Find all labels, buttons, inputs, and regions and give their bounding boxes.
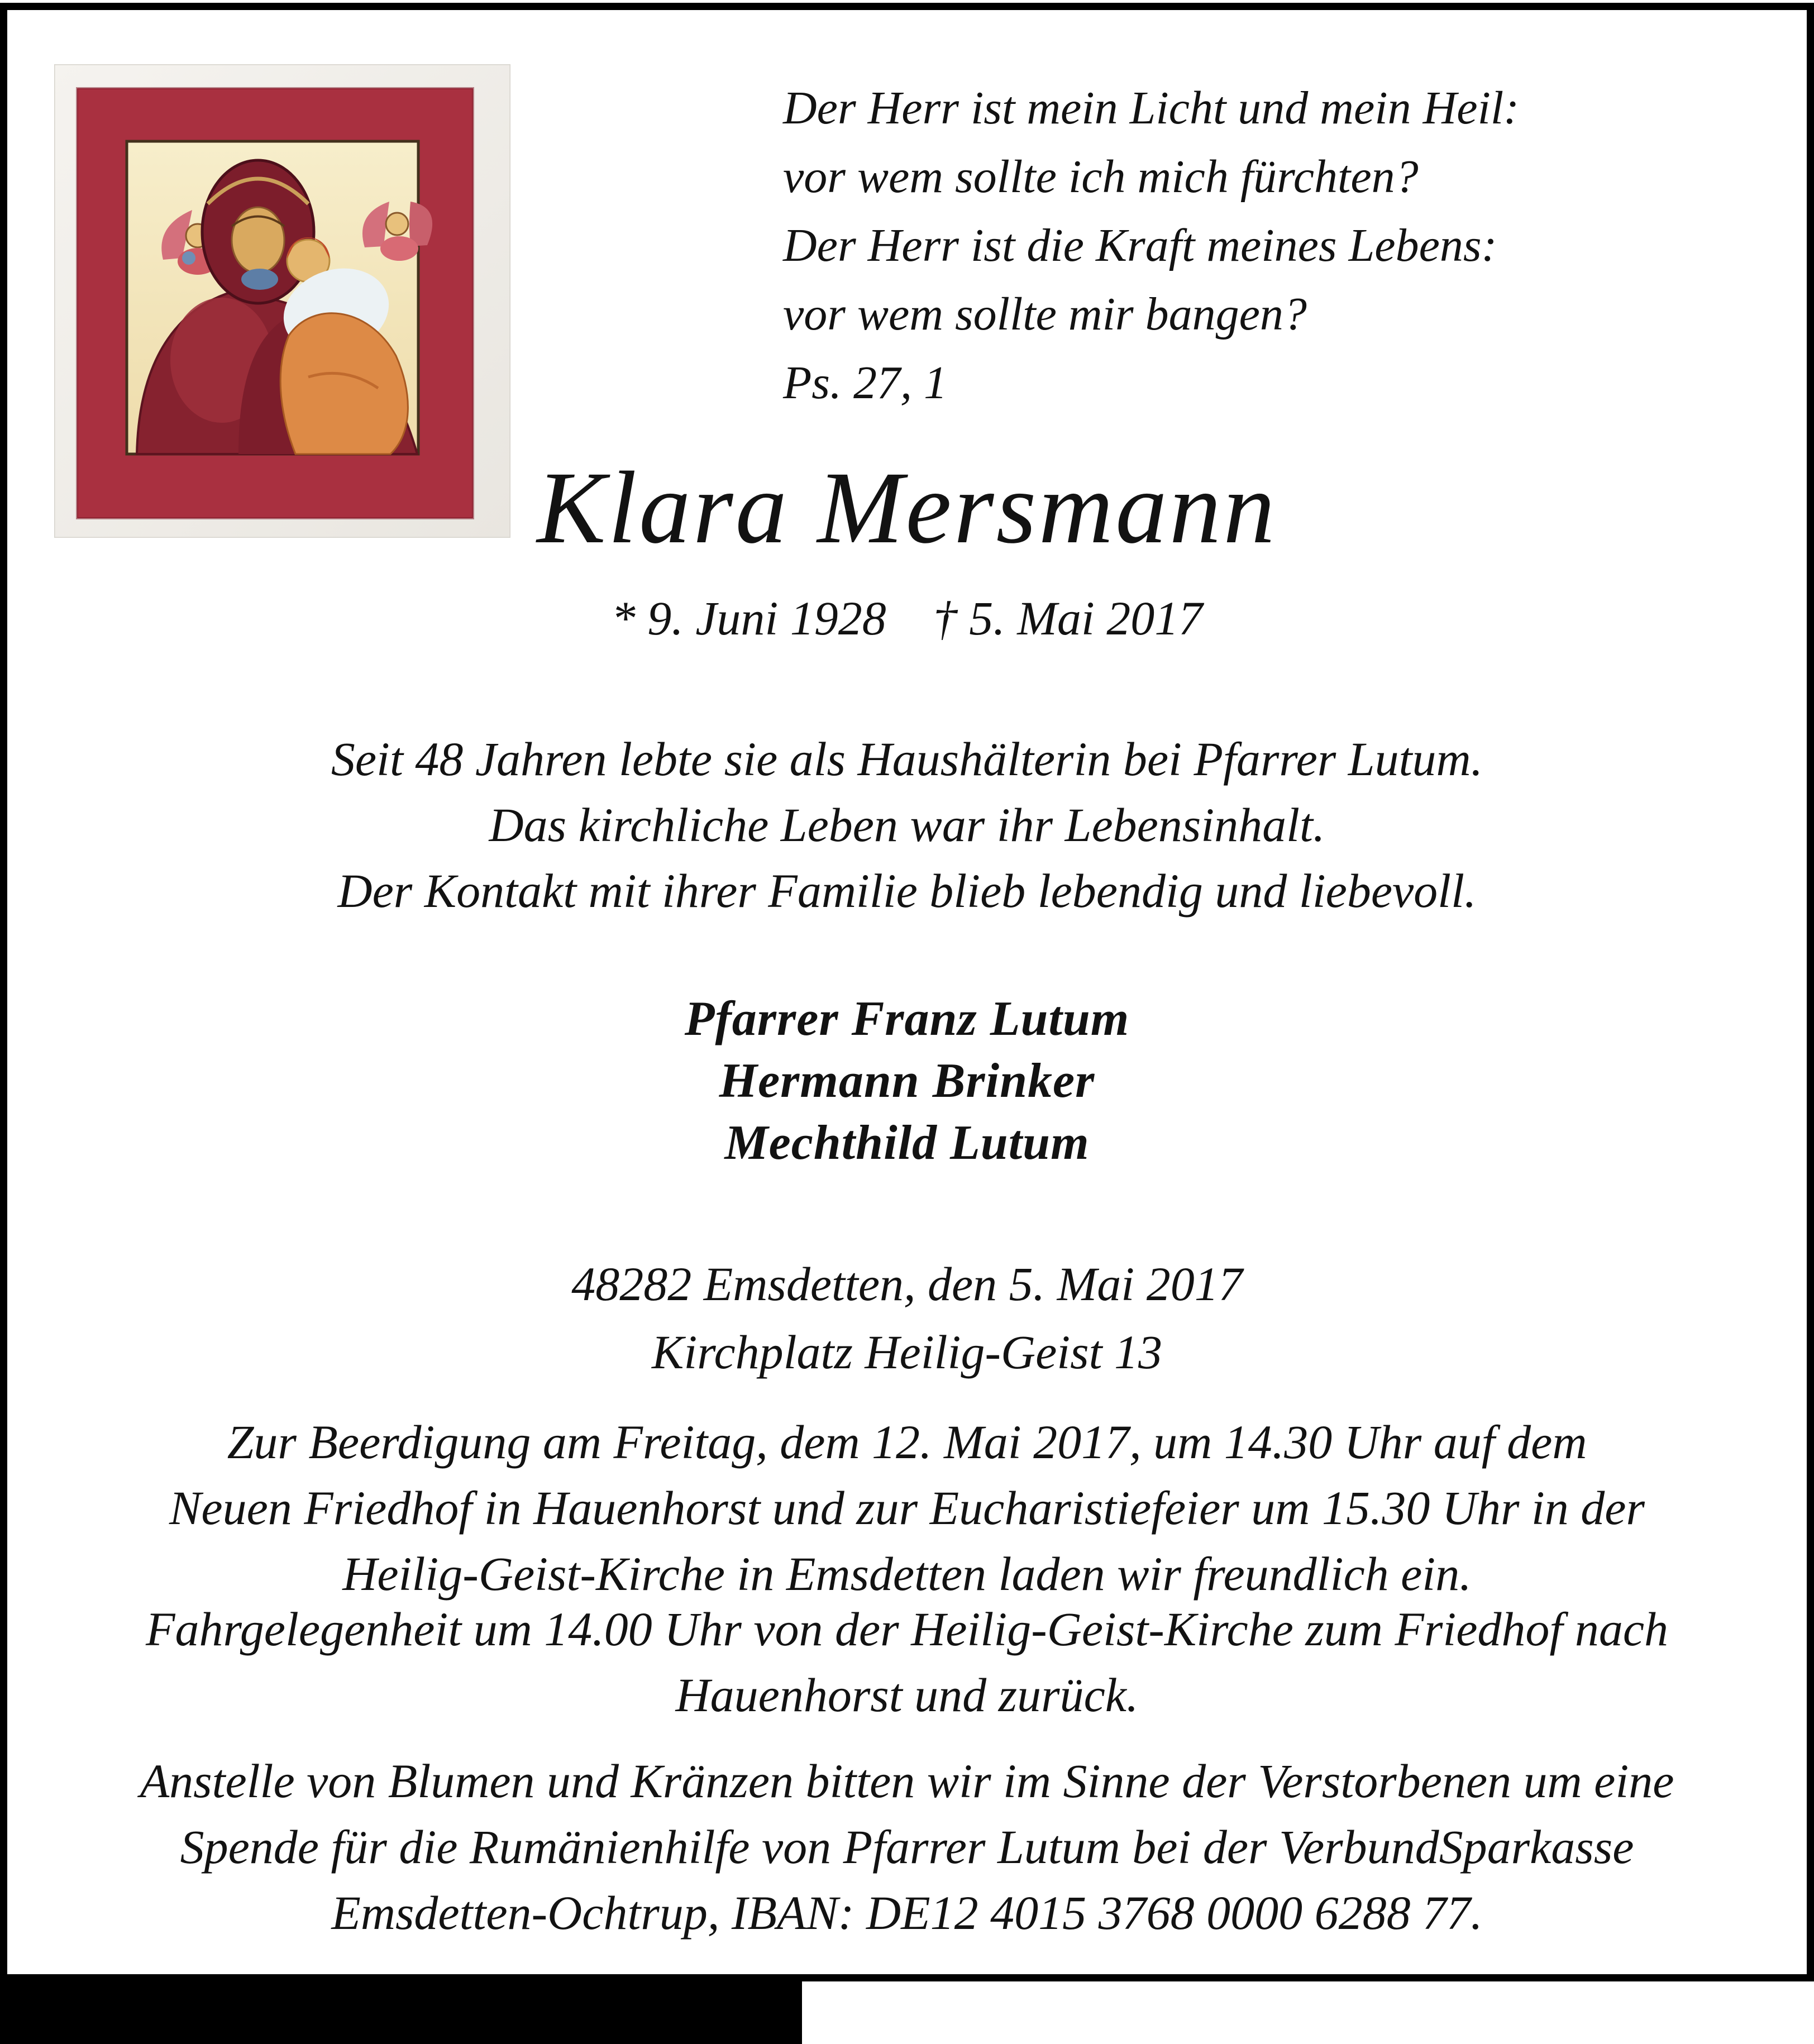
- mourners-list: [0, 988, 1814, 1174]
- psalm-quote: [783, 74, 1519, 417]
- donation-line: Anstelle von Blumen und Kränzen bitten wir im Sinne der Verstorbenen um eine: [140, 1754, 1674, 1808]
- place-date-line: 48282 Emsdetten, den 5. Mai 2017: [571, 1257, 1243, 1311]
- funeral-line: Neuen Friedhof in Hauenhorst und zur Eucharistiefeier um 15.30 Uhr in der: [169, 1481, 1645, 1535]
- place-date-block: [0, 1250, 1814, 1386]
- transport-info: [0, 1596, 1814, 1728]
- place-date-line: Kirchplatz Heilig-Geist 13: [651, 1325, 1163, 1379]
- transport-line: Fahrgelegenheit um 14.00 Uhr von der Heilig-Geist-Kirche zum Friedhof nach: [145, 1602, 1668, 1656]
- deceased-name: Klara Mersmann: [537, 451, 1277, 565]
- donation-line: Emsdetten-Ochtrup, IBAN: DE12 4015 3768 0000 6288 77.: [331, 1886, 1483, 1940]
- donation-line: Spende für die Rumänienhilfe von Pfarrer Lutum bei der VerbundSparkasse: [180, 1820, 1634, 1874]
- funeral-line: Heilig-Geist-Kirche in Emsdetten laden wir freundlich ein.: [342, 1547, 1472, 1601]
- psalm-reference: Ps. 27, 1: [783, 357, 947, 409]
- mourner-name: Mechthild Lutum: [724, 1116, 1090, 1170]
- tribute-line: Seit 48 Jahren lebte sie als Haushälterin bei Pfarrer Lutum.: [331, 732, 1483, 786]
- tribute-line: Das kirchliche Leben war ihr Lebensinhalt.: [489, 798, 1325, 852]
- psalm-line: vor wem sollte ich mich fürchten?: [783, 151, 1419, 203]
- life-dates: [0, 590, 1814, 646]
- funeral-invitation: [0, 1409, 1814, 1607]
- transport-line: Hauenhorst und zurück.: [675, 1668, 1139, 1722]
- redacted-publisher-bar: [0, 1974, 802, 2044]
- death-date: † 5. Mai 2017: [933, 591, 1203, 645]
- donation-request: [0, 1748, 1814, 1946]
- psalm-line: vor wem sollte mir bangen?: [783, 288, 1307, 340]
- birth-date: * 9. Juni 1928: [611, 591, 886, 645]
- funeral-line: Zur Beerdigung am Freitag, dem 12. Mai 2017, um 14.30 Uhr auf dem: [227, 1415, 1587, 1469]
- psalm-line: Der Herr ist mein Licht und mein Heil:: [783, 82, 1520, 134]
- tribute-paragraph: [0, 726, 1814, 924]
- psalm-line: Der Herr ist die Kraft meines Lebens:: [783, 219, 1497, 271]
- mourner-name: Pfarrer Franz Lutum: [684, 992, 1130, 1046]
- tribute-line: Der Kontakt mit ihrer Familie blieb lebendig und liebevoll.: [337, 864, 1477, 918]
- mourner-name: Hermann Brinker: [719, 1054, 1095, 1108]
